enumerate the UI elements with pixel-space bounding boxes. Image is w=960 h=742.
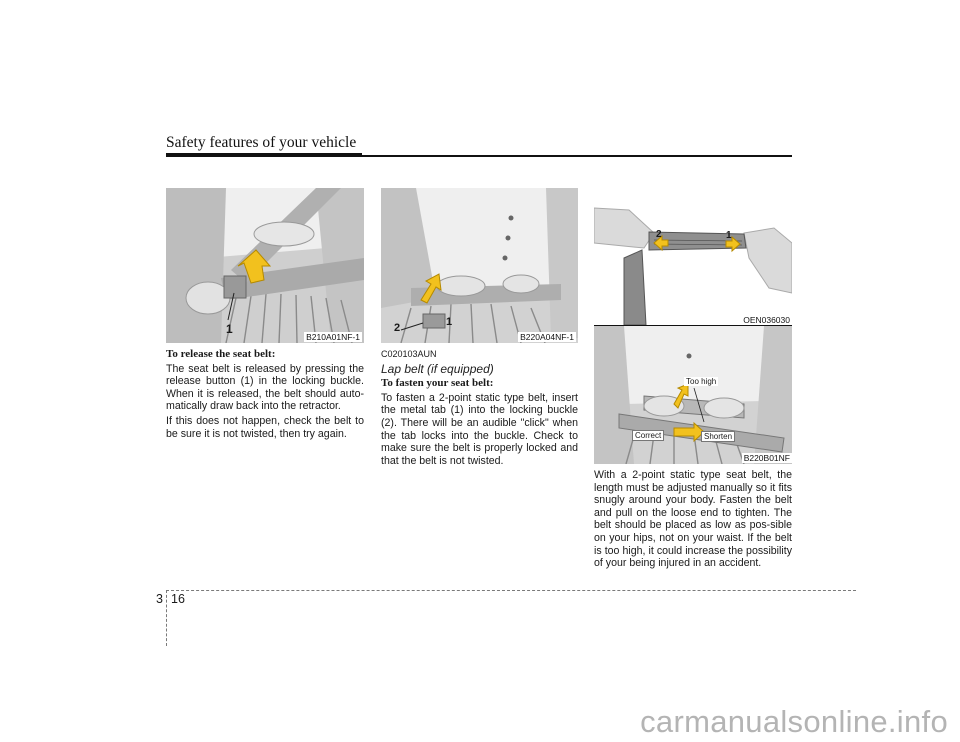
- figure-id: OEN036030: [743, 315, 790, 325]
- section-title: Lap belt (if equipped): [381, 361, 494, 376]
- header-rule-thick: [166, 153, 362, 157]
- column-2-text: [381, 348, 578, 469]
- callout-1: 1: [726, 230, 732, 241]
- footer-vertical-rule: [166, 590, 167, 646]
- footer-rule: [166, 590, 856, 591]
- too-high-label: Too high: [686, 377, 717, 386]
- release-belt-illustration: [166, 188, 364, 343]
- page-number: 16: [171, 592, 185, 606]
- release-paragraph-2: If this does not happen, check the belt to be sure it is not twisted, then try again.: [166, 414, 364, 440]
- release-heading: To release the seat belt:: [166, 348, 276, 360]
- shorten-label: Shorten: [701, 431, 735, 442]
- chapter-number: 3: [156, 592, 163, 606]
- release-paragraph-1: The seat belt is released by pressing the release button (1) in the locking buckle. When it is released, the belt should auto-matically draw back into the retractor.: [166, 362, 364, 413]
- figure-id: B210A01NF-1: [306, 332, 360, 342]
- callout-1: 1: [226, 322, 233, 336]
- adjust-paragraph: With a 2-point static type seat belt, the length must be adjusted manually so it fits snugly around your body. Fasten the belt and pull on the loose end to tighten. The belt should be placed as low as pos-sible on your hips, not on your waist. If the belt is too high, it could increase the possibility of your being injured in an accident.: [594, 469, 792, 570]
- figure-id: B220B01NF: [743, 453, 790, 463]
- column-1-text: [166, 348, 364, 442]
- section-code: C020103AUN: [381, 349, 437, 359]
- page-header-title: Safety features of your vehicle: [166, 134, 357, 151]
- callout-2: 2: [394, 322, 401, 334]
- column-3-text: [594, 469, 792, 572]
- adjust-belt-bottom-illustration: [594, 326, 792, 464]
- callout-2: 2: [656, 229, 662, 240]
- fasten-paragraph: To fasten a 2-point static type belt, insert the metal tab (1) into the locking buckle (2). There will be an audible "click" when the tab locks into the buckle. Check to make sure the belt is properly locked and that the belt is not twisted.: [381, 391, 578, 467]
- figure-id: B220A04NF-1: [520, 332, 574, 342]
- header-rule-thin: [362, 155, 792, 157]
- callout-1: 1: [446, 316, 453, 328]
- site-watermark: carmanualsonline.info: [640, 704, 948, 739]
- correct-label: Correct: [632, 430, 664, 441]
- lap-belt-illustration: [381, 188, 578, 343]
- fasten-heading: To fasten your seat belt:: [381, 377, 494, 390]
- adjust-belt-top-illustration: [594, 188, 792, 325]
